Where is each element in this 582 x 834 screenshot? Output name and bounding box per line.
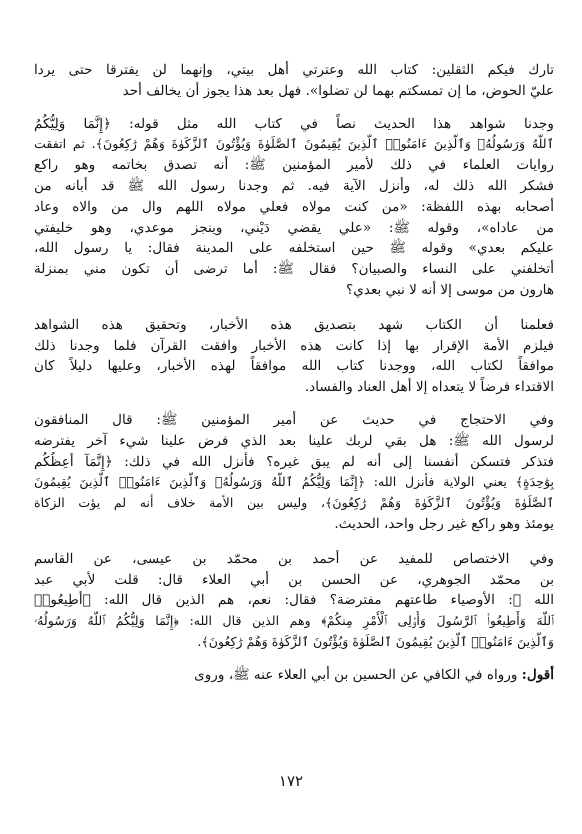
text-line bbox=[34, 665, 554, 686]
text-line: فشكر الله ذلك له، وأنزل الآية فيه. ثم وجدنا رسول الله ﷺ قد أبانه من bbox=[34, 177, 554, 194]
text-line: الله ﷺ: الأوصياء طاعتهم مفترضة؟ فقال: نعم، هم الذين قال الله: ﴿أَطِيعُوا۟ bbox=[34, 592, 554, 609]
paragraph-1 bbox=[34, 60, 554, 102]
quran-verse-line: ٱلصَّلَوٰةَ وَيُؤْتُونَ ٱلزَّكَوٰةَ وَهُمْ رَٰكِعُونَ﴾، وليس بين الأمة خلاف أنه لم يؤت الزكاة bbox=[34, 495, 554, 511]
text-line: وجدنا شواهد هذا الحديث نصاً في كتاب الله مثل قوله: ﴿إِنَّمَا وَلِيُّكُمُ bbox=[34, 115, 554, 132]
text-line: أتخلفني على النساء والصبيان؟ فقال ﷺ: أما ترضى أن تكون مني بمنزلة bbox=[34, 261, 554, 278]
paragraph-6 bbox=[34, 665, 554, 686]
text-line: روايات العلماء في ذلك لأمير المؤمنين ﷺ: أنه تصدق بخاتمه وهو راكع bbox=[34, 157, 554, 174]
text-fragment: ورواه في الكافي عن الحسين بن أبي العلاء عنه ﷺ، وروى bbox=[194, 666, 522, 683]
text-line: وفي الاختصاص للمفيد عن أحمد بن محمّد بن عيسى، عن القاسم bbox=[34, 550, 554, 567]
text-line: عليكم بعدي» وقوله ﷺ حين استخلفه على المدينة فقال: يا رسول الله، bbox=[34, 240, 554, 257]
page-body bbox=[34, 60, 554, 702]
text-line: يومئذ وهو راكع غير رجل واحد، الحديث. bbox=[334, 515, 554, 532]
text-line: عليّ الحوض، ما إن تمسكتم بهما لن تضلوا». فهل بعد هذا يجوز أن يخالف أحد bbox=[122, 82, 554, 99]
text-line: فعلمنا أن الكتاب شهد بتصديق هذه الأخبار، وتحقيق هذه الشواهد bbox=[34, 316, 554, 333]
quran-verse-line: بِوَٰحِدَةٍ﴾ يعني الولاية فأنزل الله: ﴿إِنَّمَا وَلِيُّكُمُ ٱللَّهُ وَرَسُولُهُۥ وَٱلَّذِينَ ءَامَنُوا۟ ٱلَّذِينَ يُقِيمُونَ bbox=[34, 474, 554, 490]
text-line: بن محمّد الجوهري، عن الحسن بن أبي العلاء قال: قلت لأبي عبد bbox=[34, 571, 554, 588]
paragraph-3 bbox=[34, 315, 554, 398]
paragraph-2 bbox=[34, 114, 554, 301]
text-line: الاقتداء فرضاً لا يتعداه إلا أهل العناد والفساد. bbox=[304, 379, 554, 396]
text-line: من عاداه»، وقوله ﷺ: «علي يقضي دَيْني، وينجز موعدي، وهو خليفتي bbox=[34, 219, 554, 236]
text-line: أصحابه بهذه اللفظة: «من كنت مولاه فعلي مولاه اللهم وال من والاه وعاد bbox=[34, 198, 554, 215]
quran-verse-line: ٱللَّهَ وَأَطِيعُوا۟ ٱلرَّسُولَ وَأُو۟لِى ٱلْأَمْرِ مِنكُمْ﴾ وهم الذين قال الله: ﴿إِنَّمَا وَلِيُّكُمُ ٱللَّهُ وَرَسُولُهُۥ bbox=[34, 613, 554, 629]
paragraph-4 bbox=[34, 410, 554, 535]
text-line: لرسول الله ﷺ: هل بقي لربك علينا بعد الذي فرض علينا شيء آخر يفترضه bbox=[34, 432, 554, 449]
text-line: موافقاً لكتاب الله، ووجدنا كتاب الله موافقاً لهذه الأخبار، وعليها دليلاً كان bbox=[34, 358, 554, 375]
page-number: ١٧٢ bbox=[278, 772, 304, 790]
text-line: تارك فيكم الثقلين: كتاب الله وعترتي أهل بيتي، وإنهما لن يفترقا حتى يردا bbox=[34, 62, 554, 78]
lead-word: أقول: bbox=[521, 666, 554, 683]
text-line: هارون من موسى إلا أنه لا نبي بعدي؟ bbox=[345, 281, 554, 298]
text-line: وفي الاحتجاج في حديث عن أمير المؤمنين ﷺ: قال المنافقون bbox=[34, 411, 554, 428]
text-line: فتذكر فتسكن أنفسنا إلى أنه لم يبق غيره؟ فأنزل الله في ذلك: ﴿إِنَّمَآ أَعِظُكُم bbox=[34, 453, 554, 470]
quran-verse-line: ٱللَّهُ وَرَسُولُهُۥ وَٱلَّذِينَ ءَامَنُوا۟ ٱلَّذِينَ يُقِيمُونَ ٱلصَّلَوٰةَ وَيُؤْتُونَ ٱلزَّكَوٰةَ وَهُمْ رَٰكِعُونَ﴾. ثم اتفقت bbox=[34, 136, 554, 152]
quran-verse-line: وَٱلَّذِينَ ءَامَنُوا۟ ٱلَّذِينَ يُقِيمُونَ ٱلصَّلَوٰةَ وَيُؤْتُونَ ٱلزَّكَوٰةَ وَهُمْ رَٰكِعُونَ﴾. bbox=[197, 633, 554, 649]
text-line: فيلزم الأمة الإقرار بها إذا كانت هذه الأخبار وافقت القرآن فلما وجدنا ذلك bbox=[34, 337, 554, 354]
paragraph-5 bbox=[34, 549, 554, 653]
